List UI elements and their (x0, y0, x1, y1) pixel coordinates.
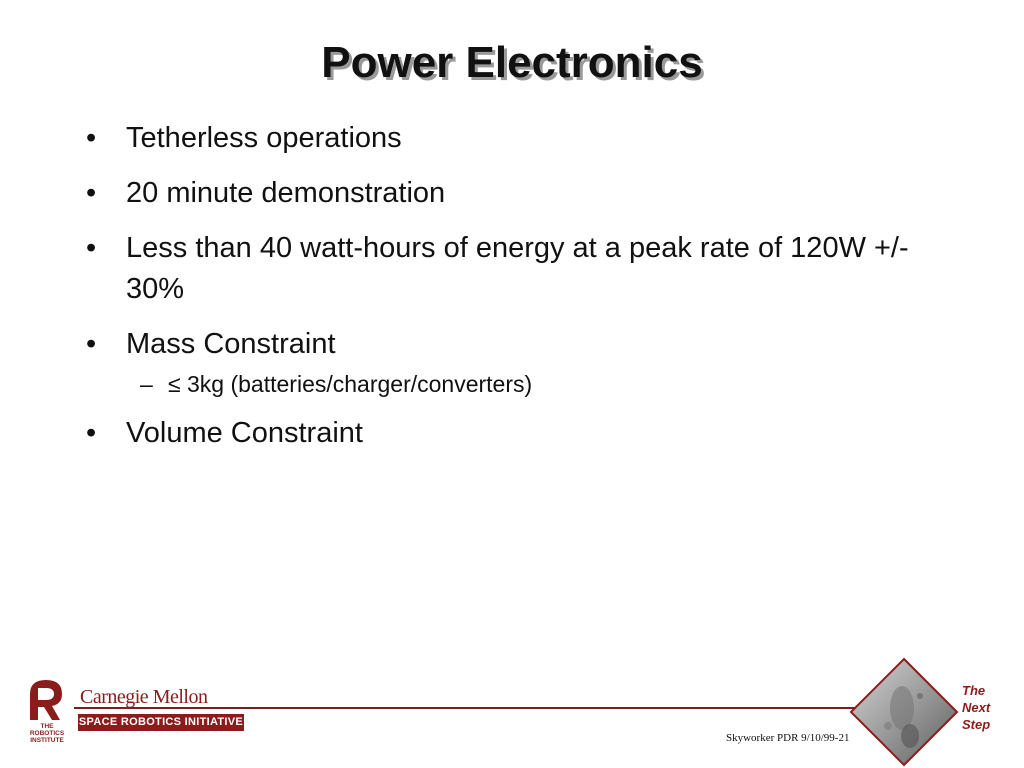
bullet-item (86, 118, 946, 159)
tagline-line-2: Next (962, 700, 991, 715)
bullet-item (86, 413, 946, 454)
bullet-marker: • (86, 417, 97, 449)
slide-title: Power Electronics (321, 38, 703, 87)
bullet-marker: • (86, 328, 97, 360)
bullet-item (86, 228, 946, 310)
bullet-item (86, 173, 946, 214)
tagline-line-3: Step (962, 717, 991, 732)
logo-line-3: INSTITUTE (30, 737, 64, 744)
bullet-text: Volume Constraint (126, 417, 363, 449)
logo-line-2: ROBOTICS (29, 730, 65, 737)
bullet-text: Tetherless operations (126, 122, 402, 154)
carnegie-mellon-wordmark: Carnegie Mellon (80, 686, 208, 708)
space-robotics-initiative-banner: SPACE ROBOTICS INITIATIVE (78, 714, 244, 731)
tagline (962, 682, 990, 733)
bullet-list (86, 118, 946, 468)
bullet-text: Less than 40 watt-hours of energy at a peak rate of 120W +/- 30% (126, 232, 909, 305)
bullet-text: Mass Constraint (126, 328, 336, 360)
moon-footprint-diamond-image (848, 656, 960, 768)
bullet-item (86, 324, 946, 365)
sub-bullet-marker: – (140, 371, 153, 397)
bullet-marker: • (86, 177, 97, 209)
slide-reference: Skyworker PDR 9/10/99-21 (726, 732, 850, 744)
robotics-institute-logo (22, 676, 72, 746)
bullet-marker: • (86, 122, 97, 154)
bullet-text: 20 minute demonstration (126, 177, 446, 209)
logo-line-1: THE (40, 723, 54, 730)
tagline-line-1: The (962, 683, 986, 698)
sub-bullet-text: ≤ 3kg (batteries/charger/converters) (168, 371, 533, 397)
bullet-marker: • (86, 232, 97, 264)
sub-bullet-item (86, 369, 946, 399)
